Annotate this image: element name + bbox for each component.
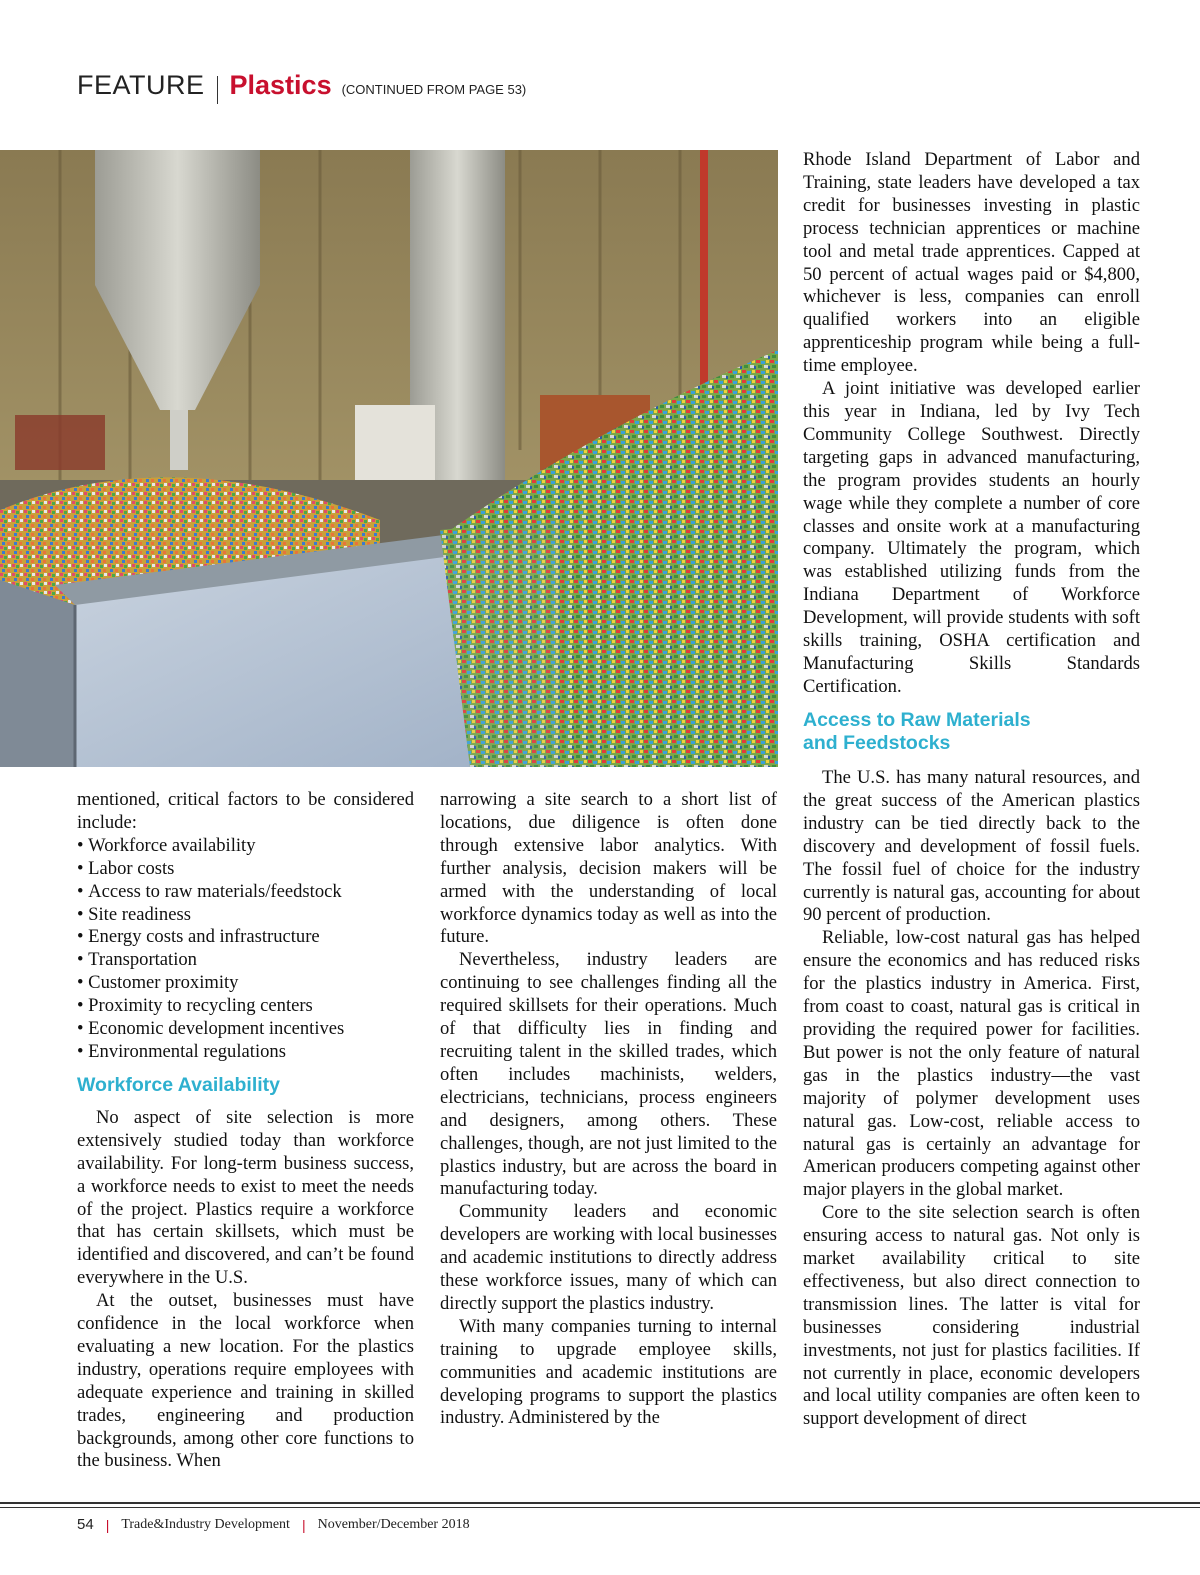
body-paragraph: Rhode Island Department of Labor and Training, state leaders have developed a tax credit for businesses investing in plastic process technician apprentices or machine tool and metal trade apprentices. Capped at 50 percent of actual wages paid or $4,800, whichever is less, companies can enroll qualified workers into an eligible apprenticeship program while being a full-time employee.: [803, 149, 1140, 377]
list-item: • Customer proximity: [77, 972, 414, 995]
body-paragraph: Community leaders and economic developers are working with local businesses and academic institutions to directly address these workforce issues, many of which can directly support the plastics industry.: [440, 1201, 777, 1314]
list-item: • Energy costs and infrastructure: [77, 926, 414, 949]
intro-paragraph: mentioned, critical factors to be considered include:: [77, 789, 414, 833]
list-item: • Site readiness: [77, 904, 414, 927]
list-item: • Access to raw materials/feedstock: [77, 881, 414, 904]
section-label: FEATURE: [77, 70, 205, 100]
body-paragraph: With many companies turning to internal training to upgrade employee skills, communities and academic institutions are developing programs to support the plastics industry. Administered by the: [440, 1315, 777, 1429]
body-paragraph: At the outset, businesses must have confidence in the local workforce when evaluating a new location. For the plastics industry, operations require employees with adequate experience and training in skilled trades, engineering and production backgrounds, among other core functions to the business. When: [77, 1290, 414, 1472]
column-3-lower: [803, 767, 1140, 1431]
list-item: • Transportation: [77, 949, 414, 972]
body-paragraph: The U.S. has many natural resources, and the great success of the American plastics industry can be tied directly back to the discovery and development of fossil fuels. The fossil fuel of choice for the industry currently is natural gas, accounting for about 90 percent of production.: [803, 767, 1140, 926]
footer-divider: |: [301, 1516, 306, 1533]
footer-rule: [0, 1507, 1200, 1508]
body-paragraph: No aspect of site selection is more extensively studied today than workforce availability. For long-term business success, a workforce needs to exist to meet the needs of the project. Plastics require a workforce that has certain skillsets, which must be identified and discovered, and can’t be found everywhere in the U.S.: [77, 1106, 414, 1289]
continued-note: (CONTINUED FROM PAGE 53): [341, 82, 527, 97]
column-2: [440, 789, 777, 1430]
body-paragraph: Reliable, low-cost natural gas has helped ensure the economics and has reduced risks for the plastics industry in America. First, from coast to coast, natural gas is critical in providing the required power for facilities. But power is not the only feature of natural gas in the plastics industry—the vast majority of polymer development uses natural gas. Low-cost, reliable access to natural gas is certainly an advantage for American producers competing against other major players in the global market.: [803, 927, 1140, 1201]
list-item: • Economic development incentives: [77, 1018, 414, 1041]
page-footer: [77, 1516, 470, 1533]
column-3-upper: [803, 149, 1140, 765]
footer-divider: |: [105, 1516, 110, 1533]
body-paragraph: Nevertheless, industry leaders are continuing to see challenges finding all the required skillsets for their operations. Much of that difficulty lies in finding and recruiting talent in the skilled trades, which often includes machinists, welders, electricians, technicians, process engineers and designers, among others. These challenges, though, are not just limited to the plastics industry, but are across the board in manufacturing today.: [440, 949, 777, 1200]
body-paragraph: narrowing a site search to a short list of locations, due diligence is often done through extensive labor analytics. With further analysis, decision makers will be armed with the understanding of local workforce dynamics today as well as into the future.: [440, 789, 777, 948]
page-number: 54: [77, 1516, 94, 1533]
list-item: • Workforce availability: [77, 835, 414, 858]
section-heading-workforce: Workforce Availability: [77, 1073, 281, 1096]
footer-rule: [0, 1502, 1200, 1504]
list-item: • Proximity to recycling centers: [77, 995, 414, 1018]
issue-date: November/December 2018: [317, 1516, 470, 1532]
section-heading-raw-materials: Access to Raw Materials and Feedstocks: [803, 708, 1031, 754]
column-1: [77, 789, 414, 1473]
body-paragraph: Core to the site selection search is often ensuring access to natural gas. Not only is market availability critical to site effectiveness, but also direct connection to transmission lines. The latter is vital for businesses considering industrial investments, not just for plastics facilities. If not currently in place, economic developers and local utility companies are often keen to support development of direct: [803, 1202, 1140, 1430]
plastic-pellets-photo: [0, 150, 778, 767]
body-paragraph: A joint initiative was developed earlier this year in Indiana, led by Ivy Tech Community College Southwest. Directly targeting gaps in advanced manufacturing, the program provides students an hourly wage while they complete a number of core classes and onsite work at a manufacturing company. Ultimately the program, which was established utilizing funds from the Indiana Department of Workforce Development, will provide students with soft skills training, OSHA certification and Manufacturing Skills Standards Certification.: [803, 378, 1140, 697]
topic-title: Plastics: [229, 70, 332, 100]
list-item: • Labor costs: [77, 858, 414, 881]
running-header: [77, 70, 526, 110]
publication-name: Trade&Industry Development: [121, 1516, 290, 1532]
list-item: • Environmental regulations: [77, 1041, 414, 1064]
factor-list: [77, 835, 414, 1064]
header-divider: [217, 76, 218, 104]
